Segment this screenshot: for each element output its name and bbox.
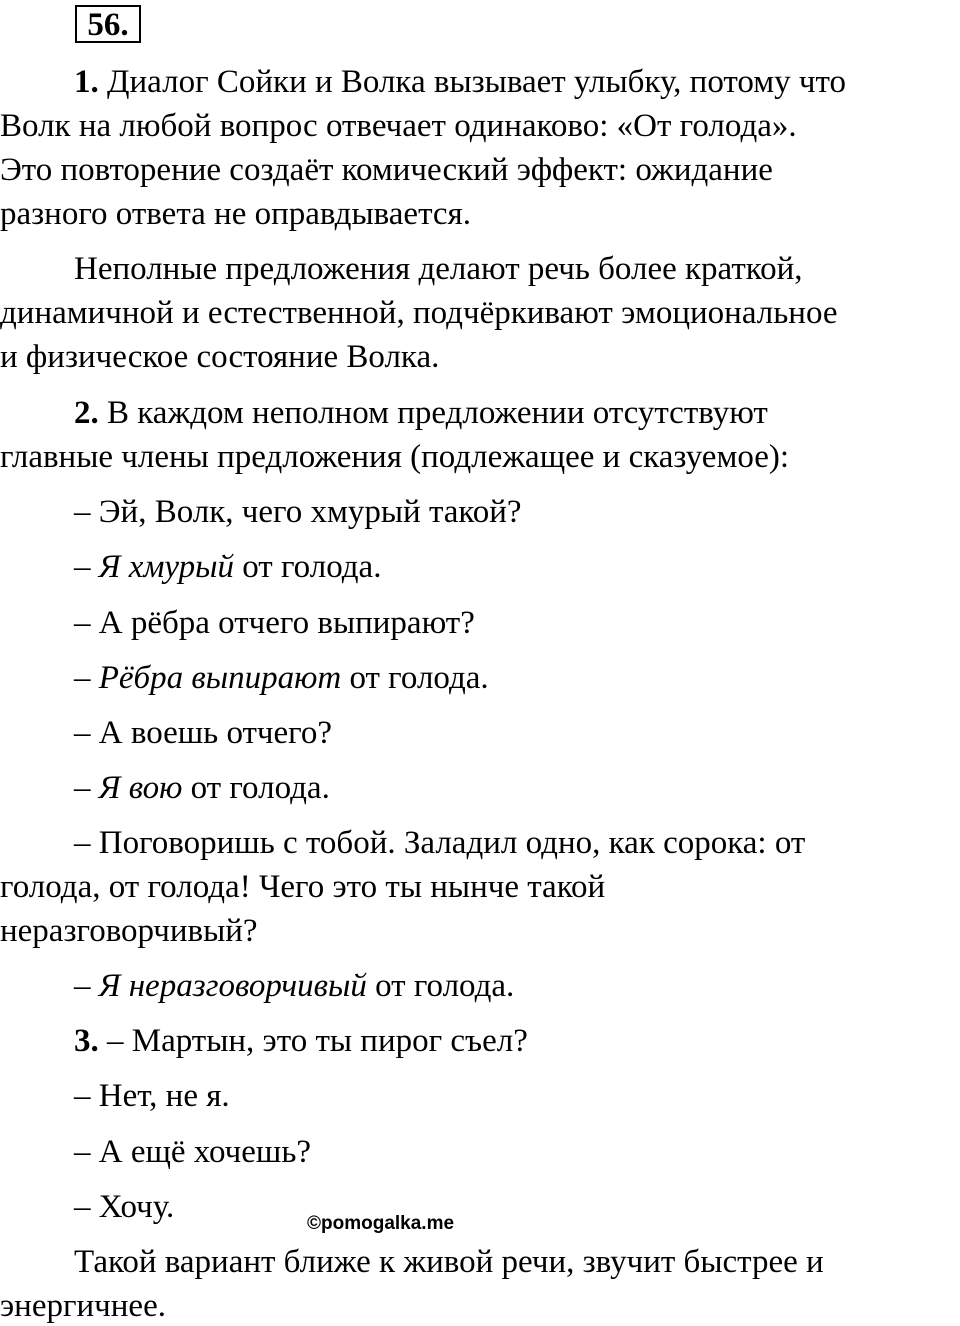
dash: – [74,549,99,585]
dialog-line-2 [74,547,381,587]
p4-line-2: – Нет, не я. [74,1078,230,1114]
dash: – [74,968,99,1004]
p1-line-1-text: Диалог Сойки и Волка вызывает улыбку, потому что [98,64,846,100]
p3-line-1-text: В каждом неполном предложении отсутствуют [98,395,768,431]
p3-line-2: главные члены предложения (подлежащее и сказуемое): [0,439,790,475]
dialog-line-6 [74,768,330,808]
dash: – [74,770,99,806]
p1-marker: 1. [74,64,99,100]
italic-phrase: Рёбра выпирают [98,660,342,696]
dialog-line-7a: – Поговоришь с тобой. Заладил одно, как сорока: от [74,825,806,861]
p3-marker: 2. [74,395,99,431]
p5-line-2: энергичнее. [0,1288,166,1324]
p1-line-1 [74,62,846,102]
p4-line-1-text: – Мартын, это ты пирог съел? [98,1023,528,1059]
watermark: ©pomogalka.me [307,1213,455,1234]
p1-line-4: разного ответа не оправдывается. [0,196,471,232]
dialog-line-4 [74,658,489,698]
dialog-line-5: – А воешь отчего? [74,715,333,751]
italic-phrase: Я хмурый [98,549,234,585]
exercise-number-box: 56. [75,5,141,43]
rest: от голода. [233,549,382,585]
p1-line-2: Волк на любой вопрос отвечает одинаково: «От голода». [0,108,797,144]
dialog-line-3: – А рёбра отчего выпирают? [74,605,475,641]
p2-line-1: Неполные предложения делают речь более краткой, [74,251,803,287]
p4-marker: 3. [74,1023,99,1059]
dialog-line-7c: неразговорчивый? [0,913,258,949]
dialog-line-7b: голода, от голода! Чего это ты нынче такой [0,869,606,905]
p2-line-3: и физическое состояние Волка. [0,339,440,375]
dash: – [74,660,99,696]
p5-line-1: Такой вариант ближе к живой речи, звучит быстрее и [74,1244,824,1280]
p4-line-3: – А ещё хочешь? [74,1134,312,1170]
dialog-line-8 [74,966,514,1006]
italic-phrase: Я вою [98,770,183,806]
p2-line-2: динамичной и естественной, подчёркивают эмоциональное [0,295,838,331]
p4-line-1 [74,1021,528,1061]
rest: от голода. [182,770,330,806]
p3-line-1 [74,393,768,433]
p4-line-4: – Хочу. [74,1189,175,1225]
italic-phrase: Я неразговорчивый [98,968,367,1004]
rest: от голода. [341,660,489,696]
dialog-line-1: – Эй, Волк, чего хмурый такой? [74,494,522,530]
rest: от голода. [366,968,515,1004]
p1-line-3: Это повторение создаёт комический эффект: ожидание [0,152,773,188]
